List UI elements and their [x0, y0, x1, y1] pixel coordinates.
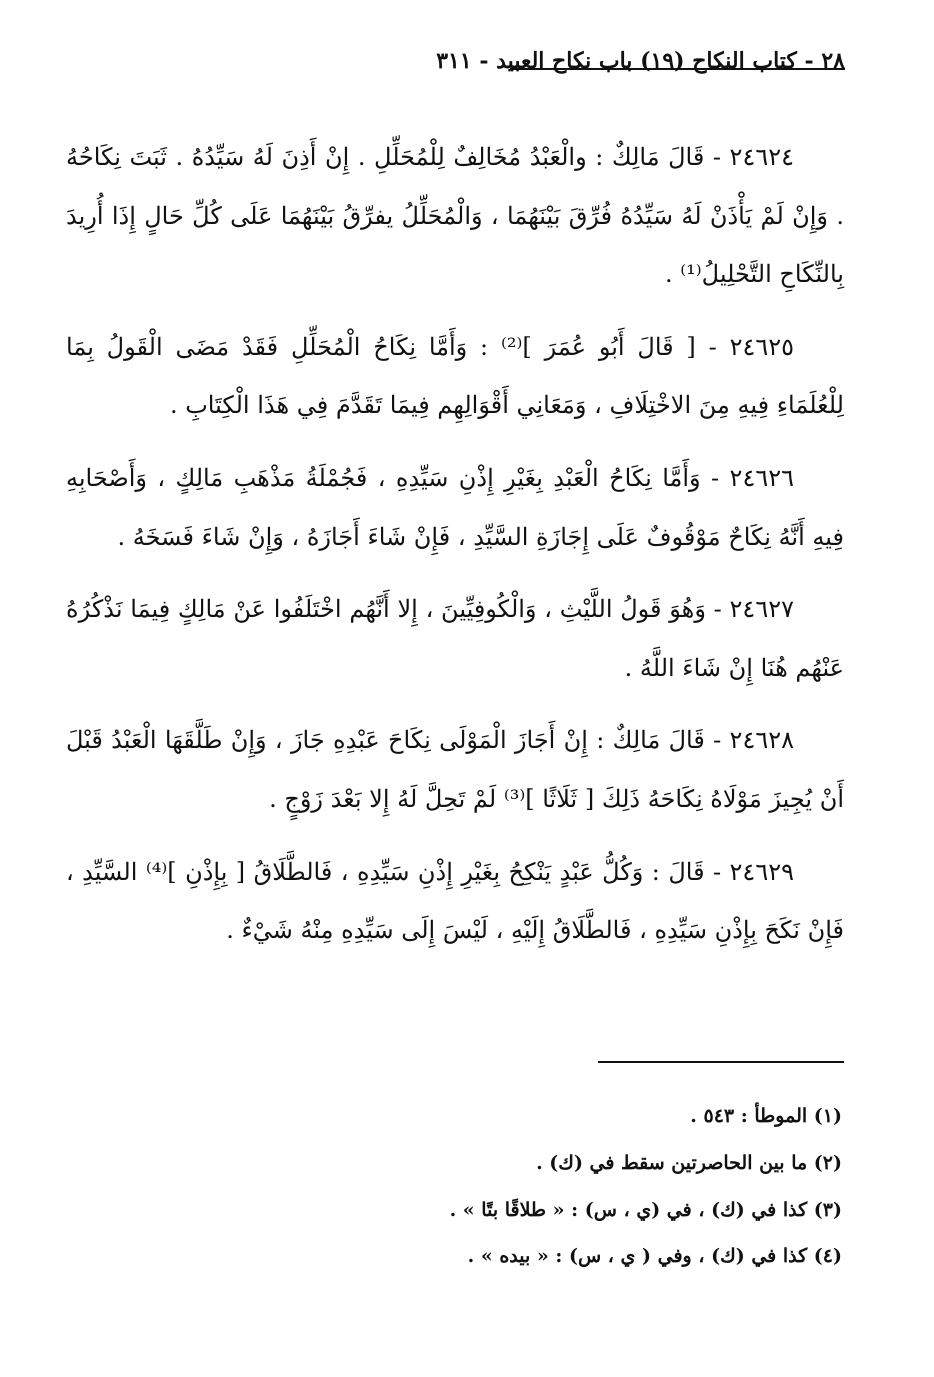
main-text [66, 128, 844, 974]
footnote-divider [598, 1061, 844, 1063]
paragraph-text: - وَأَمَّا نِكَاحُ الْعَبْدِ بِغَيْرِ إِذْنِ سَيِّدِهِ ، فَجُمْلَةُ مَذْهَبِ مَالِكٍ ، وَأَصْحَابِهِ فِيهِ أَنَّهُ نِكَاحٌ مَوْقُوفٌ عَلَى إِجَازَةِ السَّيِّدِ ، فَإِنْ شَاءَ أَجَازَهُ ، وَإِنْ شَاءَ فَسَخَهُ . [66, 463, 844, 551]
header-rule [510, 68, 845, 70]
paragraph-number: ٢٤٦٢٨ [729, 726, 794, 755]
paragraph-24626 [66, 449, 844, 566]
paragraph-number: ٢٤٦٢٥ [729, 332, 795, 361]
footnote-2: (٢) ما بين الحاصرتين سقط في (ك) . [536, 1151, 842, 1174]
paragraph-text: - [ قَالَ أَبُو عُمَرَ ]⁽²⁾ : وَأَمَّا نِكَاحُ الْمُحَلِّلِ فَقَدْ مَضَى الْقَولُ بِمَا لِلْعُلَمَاءِ فِيهِ مِنَ الاخْتِلَافِ ، وَمَعَانِي أَقْوَالِهِم فِيمَا تَقَدَّمَ فِي هَذَا الْكِتَابِ . [66, 332, 844, 420]
paragraph-24627 [66, 580, 844, 697]
paragraph-text: - قَالَ : وَكُلُّ عَبْدٍ يَنْكِحُ بِغَيْرِ إِذْنِ سَيِّدِهِ ، فَالطَّلَاقُ [ بِإِذْنِ ]⁽⁴⁾ السَّيِّدِ ، فَإِنْ نَكَحَ بِإِذْنِ سَيِّدِهِ ، فَالطَّلَاقُ إِلَيْهِ ، لَيْسَ إِلَى سَيِّدِهِ مِنْهُ شَيْءٌ . [66, 857, 844, 945]
paragraph-24629 [66, 843, 844, 960]
paragraph-number: ٢٤٦٢٦ [729, 463, 794, 492]
paragraph-number: ٢٤٦٢٤ [729, 143, 794, 171]
running-header [70, 44, 845, 84]
footnote-3: (٣) كذا في (ك) ، في (ي ، س) : « طلاقًا بتًا » . [449, 1198, 842, 1221]
header-title: ٢٨ - كتاب النكاح (١٩) باب نكاح العبيد - ٣١١ [436, 48, 845, 74]
paragraph-24625 [66, 318, 844, 435]
paragraph-24628 [66, 711, 844, 828]
paragraph-24624 [66, 128, 844, 304]
footnote-4: (٤) كذا في (ك) ، وفي ( ي ، س) : « بيده » . [467, 1245, 842, 1268]
paragraph-text: - قَالَ مَالِكٌ : والْعَبْدُ مُخَالِفٌ لِلْمُحَلِّلِ . إِنْ أَذِنَ لَهُ سَيِّدُهُ . ثَبَتَ نِكَاحُهُ . وَإِنْ لَمْ يَأْذَنْ لَهُ سَيِّدُهُ فُرِّقَ بَيْنَهُمَا ، وَالْمُحَلِّلُ يفرِّقُ بَيْنَهُمَا عَلَى كُلِّ حَالٍ إِذَا أُرِيدَ بِالنِّكَاحِ التَّحْلِيلُ⁽¹⁾ . [66, 143, 844, 289]
footnote-1: (١) الموطأ : ٥٤٣ . [690, 1105, 842, 1127]
paragraph-text: - وَهُوَ قَولُ اللَّيْثِ ، وَالْكُوفِيِّينَ ، إِلا أَنَّهُم اخْتَلَفُوا عَنْ مَالِكٍ فِيمَا نَذْكُرُهُ عَنْهُم هُنَا إِنْ شَاءَ اللَّهُ . [66, 595, 844, 682]
paragraph-number: ٢٤٦٢٩ [729, 857, 794, 886]
paragraph-number: ٢٤٦٢٧ [729, 595, 794, 624]
paragraph-text: - قَالَ مَالِكٌ : إِنْ أَجَازَ الْمَوْلَى نِكَاحَ عَبْدِهِ جَازَ ، وَإِنْ طَلَّقَهَا الْعَبْدُ قَبْلَ أَنْ يُجِيزَ مَوْلَاهُ نِكَاحَهُ ذَلِكَ [ ثَلَاثًا ]⁽³⁾ لَمْ تَحِلَّ لَهُ إِلا بَعْدَ زَوْجٍ . [66, 726, 844, 813]
footnotes [82, 1093, 842, 1280]
